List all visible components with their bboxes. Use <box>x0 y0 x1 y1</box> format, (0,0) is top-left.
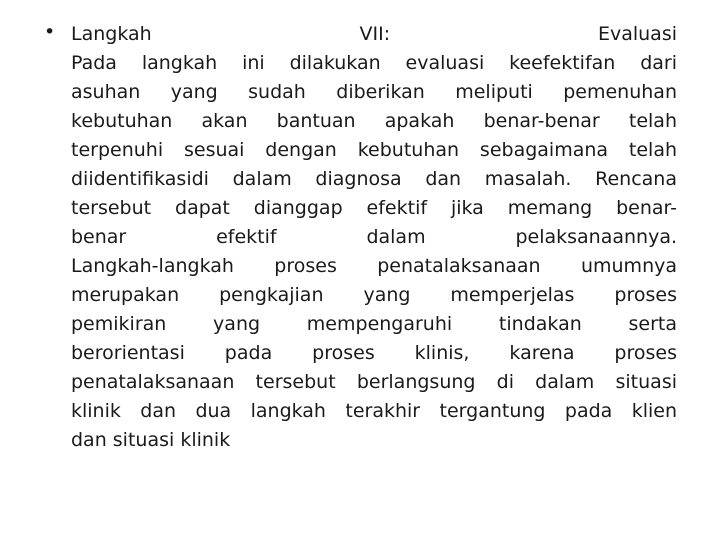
paragraph-line-4: kebutuhan akan bantuan apakah benar-benar telah <box>71 110 677 132</box>
paragraph-line-12: berorientasi pada proses klinis, karena proses <box>71 342 677 364</box>
paragraph-line-15: dan situasi klinik <box>71 429 231 451</box>
paragraph-line-11: pemikiran yang mempengaruhi tindakan serta <box>71 313 677 335</box>
paragraph-line-13: penatalaksanaan tersebut berlangsung di dalam situasi <box>71 371 677 393</box>
paragraph-line-8: benar efektif dalam pelaksanaannya. <box>71 226 677 248</box>
paragraph-line-14: klinik dan dua langkah terakhir tergantung pada klien <box>71 400 677 422</box>
paragraph-line-9: Langkah-langkah proses penatalaksanaan umumnya <box>71 255 677 277</box>
paragraph-line-3: asuhan yang sudah diberikan meliputi pemenuhan <box>71 81 677 103</box>
paragraph-text <box>71 20 677 455</box>
paragraph-line-2: Pada langkah ini dilakukan evaluasi keefektifan dari <box>71 52 677 74</box>
bullet-marker: • <box>44 21 56 43</box>
paragraph-line-1: Langkah VII: Evaluasi <box>71 23 677 45</box>
paragraph-line-7: tersebut dapat dianggap efektif jika memang benar- <box>71 197 677 219</box>
paragraph-line-6: diidentifikasidi dalam diagnosa dan masalah. Rencana <box>71 168 677 190</box>
paragraph-line-5: terpenuhi sesuai dengan kebutuhan sebagaimana telah <box>71 139 677 161</box>
paragraph-line-10: merupakan pengkajian yang memperjelas proses <box>71 284 677 306</box>
